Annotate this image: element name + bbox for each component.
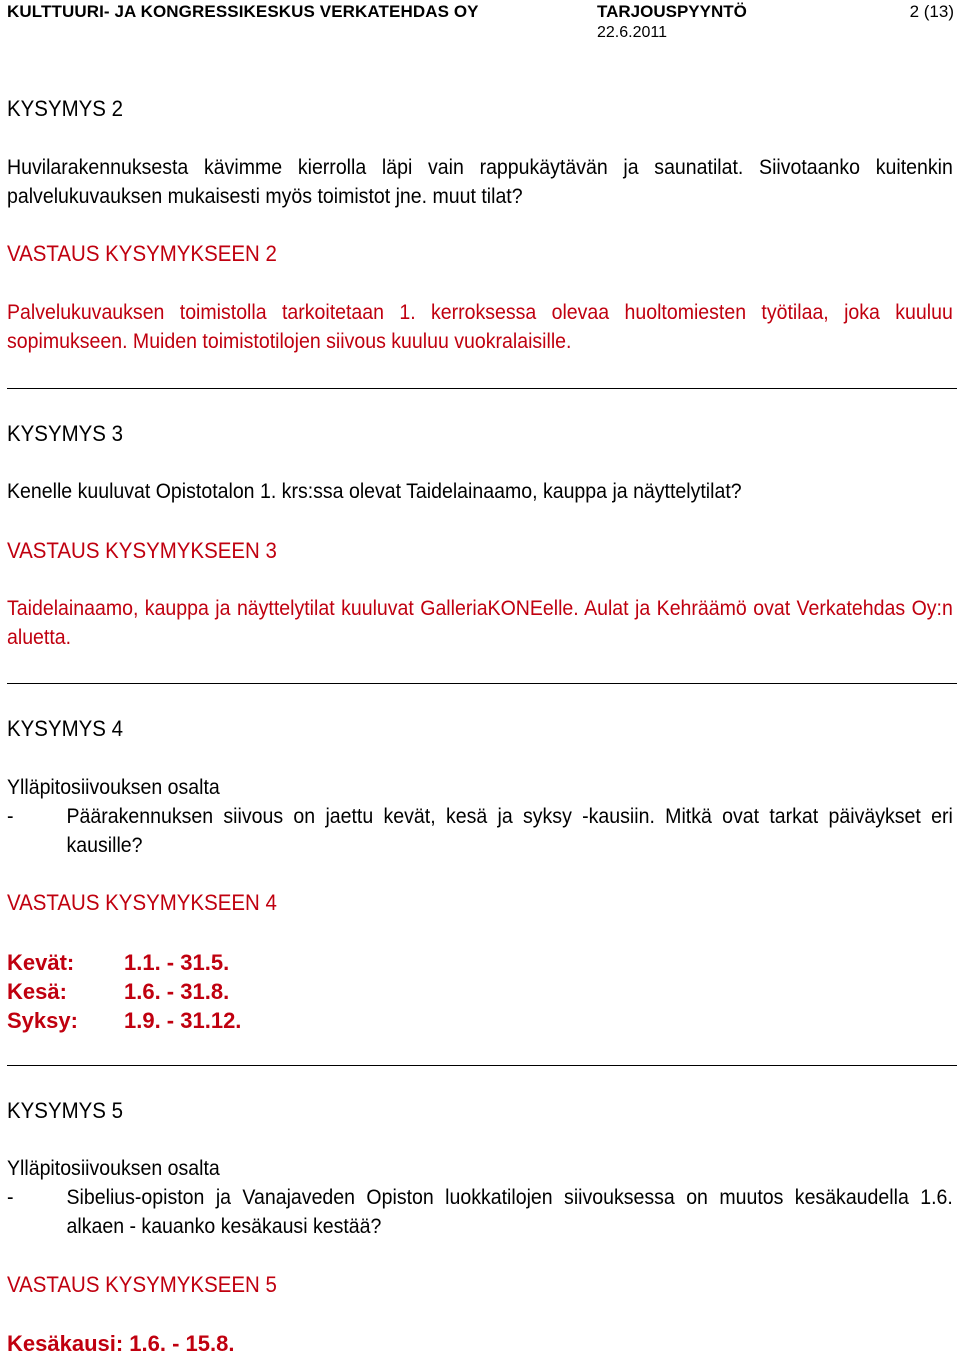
bullet-dash: - [7, 805, 14, 828]
answer-2-title: VASTAUS KYSYMYKSEEN 2 [7, 241, 277, 266]
answer-5-title: VASTAUS KYSYMYKSEEN 5 [7, 1272, 277, 1297]
section-divider [7, 683, 957, 684]
header-page-number: 2 (13) [909, 2, 954, 21]
answer-3-title: VASTAUS KYSYMYKSEEN 3 [7, 538, 277, 563]
bullet-dash: - [7, 1186, 14, 1209]
header-doc-type: TARJOUSPYYNTÖ [597, 2, 747, 21]
question-4-text: Päärakennuksen siivous on jaettu kevät, kesä ja syksy -kausiin. Mitkä ovat tarkat päiväykset eri kausille? [66, 805, 953, 857]
season-range: 1.1. - 31.5. [124, 950, 230, 975]
section-divider [7, 388, 957, 389]
season-label: Kevät: [7, 950, 75, 975]
answer-5-text: Kesäkausi: 1.6. - 15.8. [7, 1331, 235, 1356]
question-5-text: Sibelius-opiston ja Vanajaveden Opiston luokkatilojen siivouksessa on muutos kesäkaudella 1.6. alkaen - kauanko kesäkausi kestää? [66, 1186, 953, 1238]
question-2-title: KYSYMYS 2 [7, 96, 123, 121]
season-row-autumn [7, 1006, 953, 1035]
season-range: 1.9. - 31.12. [124, 1008, 242, 1033]
season-label: Kesä: [7, 979, 67, 1004]
section-divider [7, 1065, 957, 1066]
season-label: Syksy: [7, 1008, 78, 1033]
question-3-title: KYSYMYS 3 [7, 421, 123, 446]
header-organization: KULTTUURI- JA KONGRESSIKESKUS VERKATEHDAS OY [7, 2, 479, 21]
page-header [0, 2, 960, 46]
question-5-subtitle: Ylläpitosiivouksen osalta [7, 1157, 220, 1180]
question-2-text: Huvilarakennuksesta kävimme kierrolla läpi vain rappukäytävän ja saunatilat. Siivotaanko kuitenkin palvelukuvauksen mukaisesti myös toimistot jne. muut tilat? [7, 156, 953, 208]
header-date: 22.6.2011 [597, 24, 667, 41]
answer-3-text: Taidelainaamo, kauppa ja näyttelytilat kuuluvat GalleriaKONEelle. Aulat ja Kehräämö ovat Verkatehdas Oy:n aluetta. [7, 597, 953, 649]
season-row-summer [7, 977, 953, 1006]
question-5-bullet [7, 1183, 953, 1241]
answer-2-text: Palvelukuvauksen toimistolla tarkoitetaan 1. kerroksessa olevaa huoltomiesten työtilaa, joka kuuluu sopimukseen. Muiden toimistotilojen siivous kuuluu vuokralaisille. [7, 301, 953, 353]
answer-4-title: VASTAUS KYSYMYKSEEN 4 [7, 890, 277, 915]
question-4-subtitle: Ylläpitosiivouksen osalta [7, 776, 220, 799]
question-5-title: KYSYMYS 5 [7, 1098, 123, 1123]
season-row-spring [7, 948, 953, 977]
season-range: 1.6. - 31.8. [124, 979, 230, 1004]
question-4-bullet [7, 802, 953, 860]
answer-4-seasons [7, 948, 953, 1035]
question-4-title: KYSYMYS 4 [7, 716, 123, 741]
question-3-text: Kenelle kuuluvat Opistotalon 1. krs:ssa olevat Taidelainaamo, kauppa ja näyttelytilat? [7, 480, 742, 503]
